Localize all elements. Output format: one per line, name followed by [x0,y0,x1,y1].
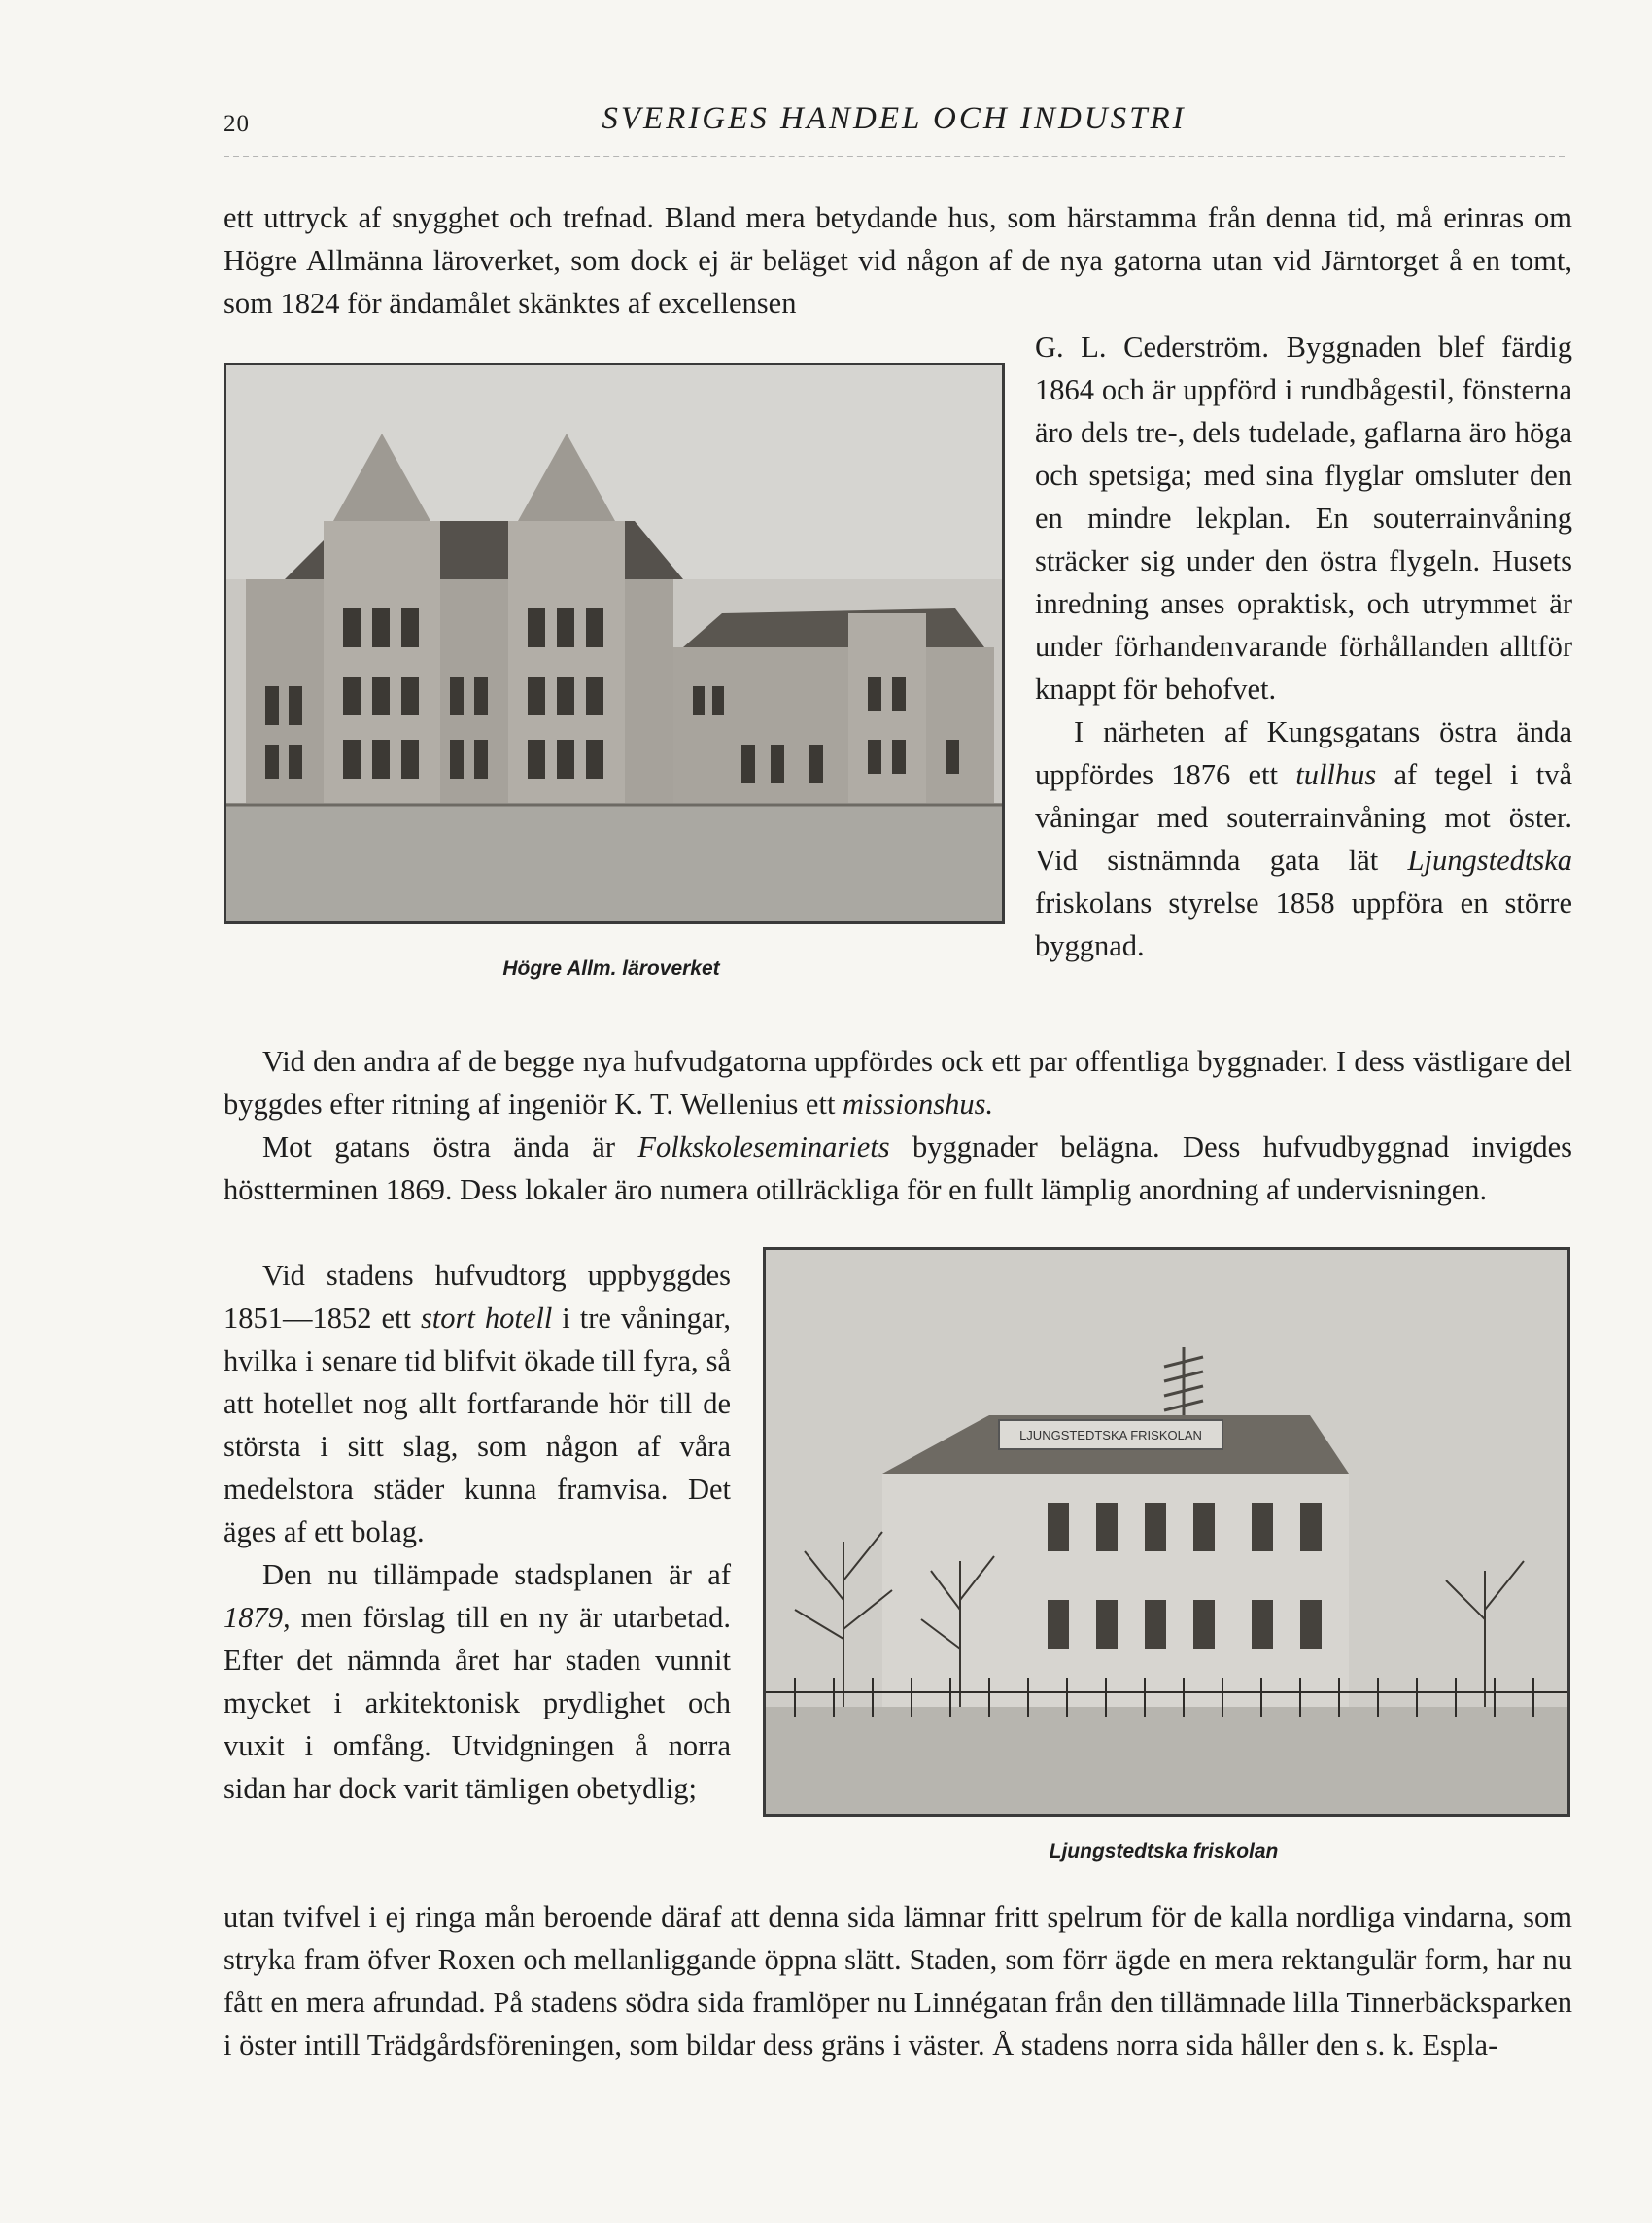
text-span: i tre våningar, hvilka i senare tid blifvit ökade till fyra, så att hotellet nog allt fortfarande hör till de största i sitt slag, som någon af våra medelstora städer kunna framvisa. Det äges af ett bolag. [224,1302,731,1548]
emphasis-ljungstedtska: Ljungstedtska [1407,844,1572,877]
figure1-caption: Högre Allm. läroverket [502,957,720,980]
text-span: Den nu tillämpade stadsplanen är af [262,1558,731,1591]
emphasis-missionshus: missionshus. [843,1088,994,1121]
friskolan-building-illustration [766,1250,1567,1814]
middle-text [224,1040,1572,1211]
right-column-paragraph-1: G. L. Cederström. Byggnaden blef färdig 1864 och är uppförd i rundbågestil, fönsterna äro dels tre-, dels tudelade, gaflarna äro höga och spetsiga; med sina flyglar omsluter den en mindre lekplan. En souterrainvåning sträcker sig under den östra flygeln. Husets inredning anses opraktisk, och utrymmet är under förhandenvarande förhållanden alltför knappt för behofvet. [1035,330,1572,706]
emphasis-1879: 1879, [224,1601,291,1634]
building-sign-text: LJUNGSTEDTSKA FRISKOLAN [1019,1428,1202,1442]
emphasis-stort-hotell: stort hotell [420,1302,553,1335]
right-column-text [1035,326,1572,967]
figure-hogre-allm-laroverket [224,363,1005,924]
text-span: byggnader belägna. Dess hufvudbyggnad invigdes höstterminen 1869. Dess lokaler äro numera otillräckliga för en fullt lämplig anordning af undervisningen. [224,1130,1572,1206]
left-column-paragraph-1 [224,1254,731,1553]
page-header [224,101,1565,150]
bottom-paragraph: utan tvifvel i ej ringa mån beroende däraf att denna sida lämnar fritt spelrum för de kalla nordliga vindarna, som stryka fram öfver Roxen och mellanliggande öppna slätt. Staden, som förr ägde en mera rektangulär form, har nu fått en mera afrundad. På stadens södra sida framlöper nu Linnégatan från den tillämnade lilla Tinnerbäcksparken i öster intill Trädgårdsföreningen, som bildar dess gräns i väster. Å stadens norra sida håller den s. k. Espla- [224,1900,1572,2062]
running-title: SVERIGES HANDEL OCH INDUSTRI [602,101,1187,136]
header-rule [224,156,1565,157]
text-span: I närheten af Kungsgatans östra ända uppfördes 1876 ett [1035,715,1572,791]
emphasis-folkskoleseminariets: Folkskoleseminariets [637,1130,890,1164]
right-column-paragraph-2 [1035,711,1572,967]
text-span: friskolans styrelse 1858 uppföra en större byggnad. [1035,886,1572,962]
middle-paragraph-2 [224,1126,1572,1211]
left-column-text [224,1254,731,1810]
emphasis-tullhus: tullhus [1295,758,1377,791]
top-paragraph: ett uttryck af snygghet och trefnad. Bland mera betydande hus, som härstamma från denna tid, må erinras om Högre Allmänna läroverket, som dock ej är beläget vid någon af de nya gatorna utan vid Järntorget å en tomt, som 1824 för ändamålet skänktes af excellensen [224,201,1572,320]
text-span: Mot gatans östra ända är [262,1130,638,1164]
middle-paragraph-1 [224,1040,1572,1126]
text-span: Vid stadens hufvudtorg uppbyggdes 1851—1852 ett [224,1259,731,1335]
figure-ljungstedtska-friskolan [763,1247,1570,1817]
text-span: men förslag till en ny är utarbetad. Efter det nämnda året har staden vunnit mycket i arkitektonisk prydlighet och vuxit i omfång. Utvidgningen å norra sidan har dock varit tämligen obetydlig; [224,1601,731,1805]
school-building-illustration [226,365,1002,921]
text-span: Vid den andra af de begge nya hufvudgatorna uppfördes ock ett par offentliga byggnader. I dess västligare del byggdes efter ritning af ingeniör K. T. Wellenius ett [224,1045,1572,1121]
left-column-paragraph-2 [224,1553,731,1810]
text-span: af tegel i två våningar med souterrainvåning mot öster. Vid sistnämnda gata lät [1035,758,1572,877]
figure2-caption: Ljungstedtska friskolan [1049,1840,1279,1862]
page-number: 20 [224,111,250,137]
